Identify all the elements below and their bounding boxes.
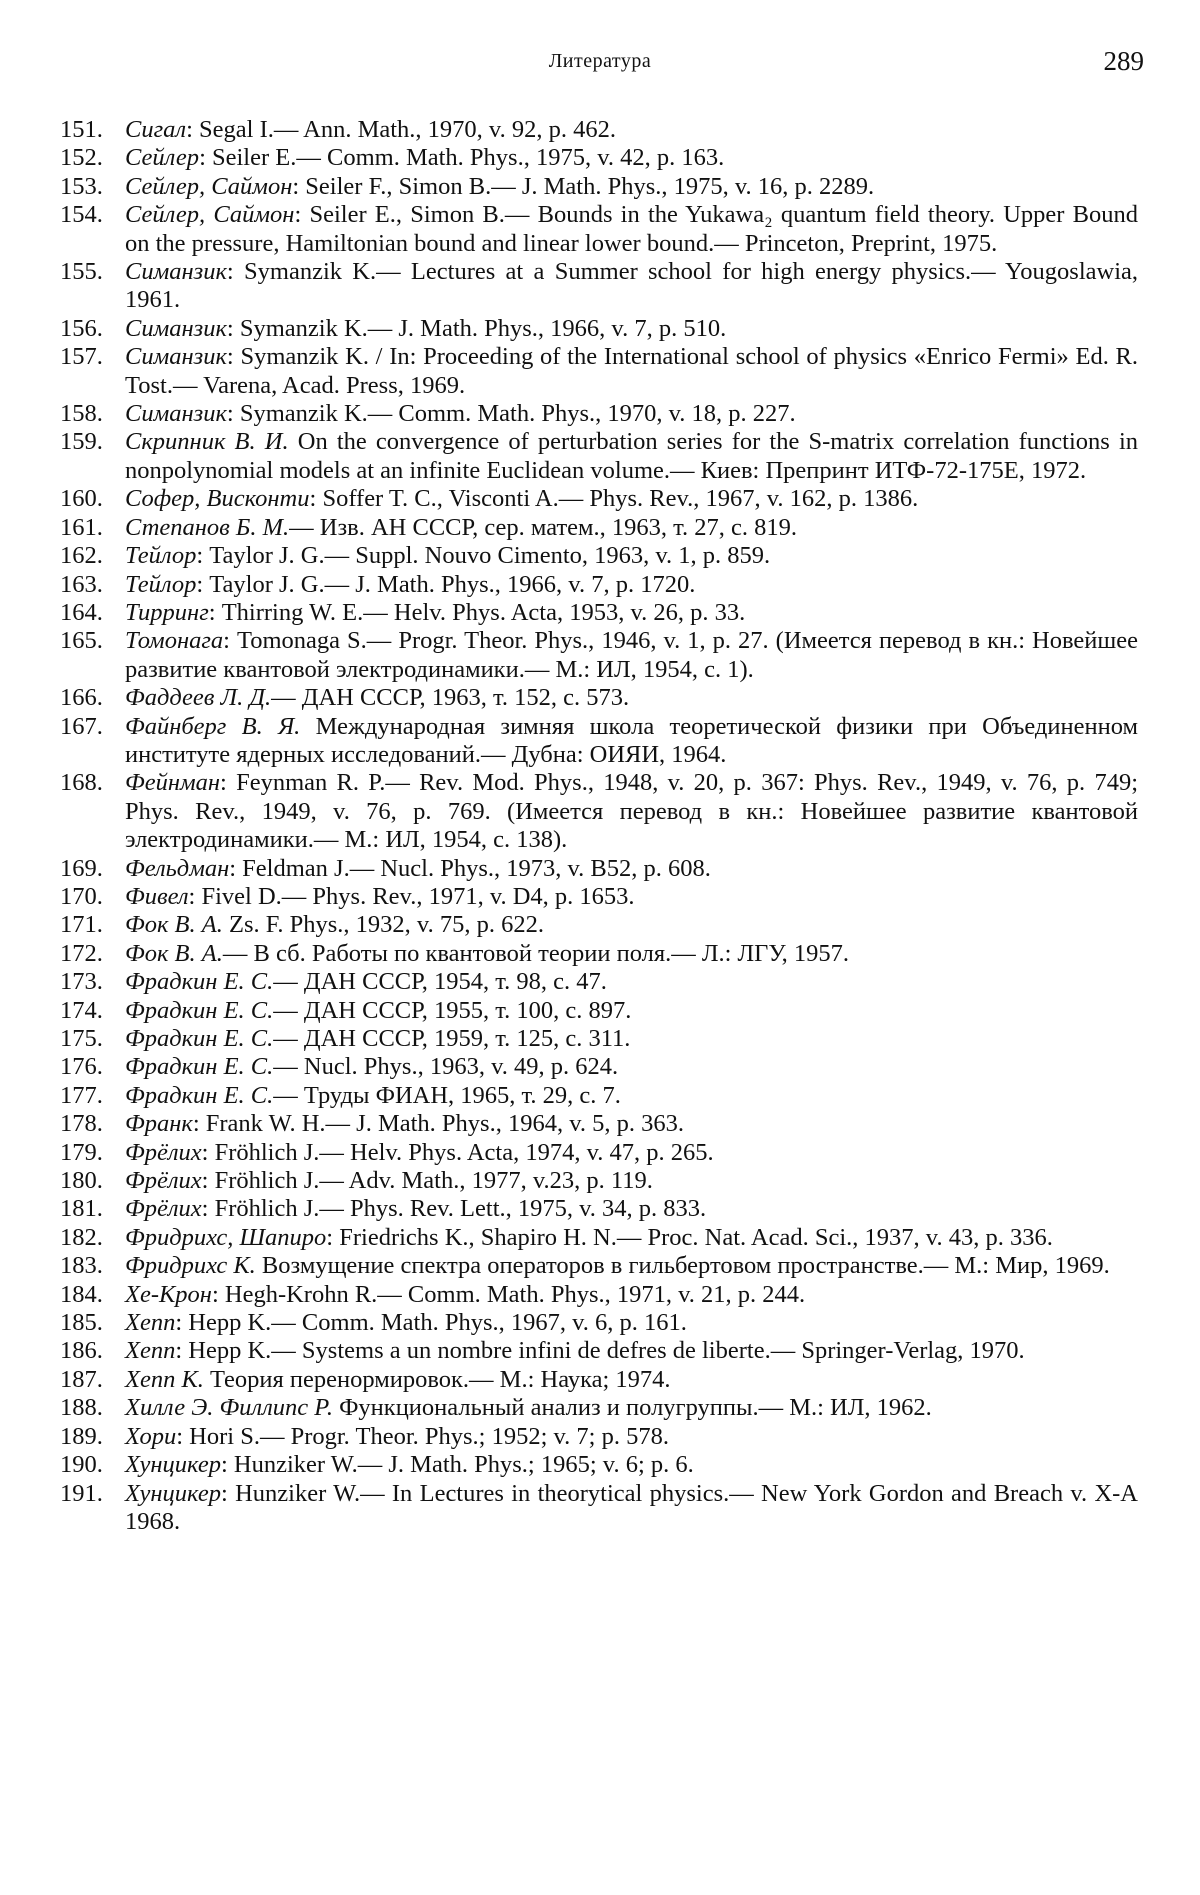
reference-number: 178. xyxy=(60,1110,103,1138)
reference-number: 161. xyxy=(60,513,103,541)
reference-number: 164. xyxy=(60,598,103,626)
reference-author: Сейлер, Саймон xyxy=(125,172,293,200)
reference-author: Фрёлих xyxy=(125,1138,202,1166)
reference-item xyxy=(60,968,1138,996)
reference-item xyxy=(60,485,1138,513)
reference-author: Фрадкин Е. С. xyxy=(125,968,274,996)
reference-author: Фок В. А. xyxy=(125,911,223,939)
reference-item xyxy=(60,627,1138,684)
reference-item xyxy=(60,1394,1138,1422)
reference-separator: : xyxy=(175,1337,189,1365)
reference-separator: : xyxy=(186,116,200,143)
reference-author: Фок В. А. xyxy=(125,939,223,967)
reference-separator: : xyxy=(226,343,241,371)
reference-item xyxy=(60,1053,1138,1081)
page-header xyxy=(0,46,1200,86)
reference-author: Фрёлих xyxy=(125,1195,202,1223)
reference-number: 165. xyxy=(60,627,103,655)
reference-number: 163. xyxy=(60,570,103,598)
reference-text: — ДАН СССР, 1955, т. 100, с. 897. xyxy=(273,996,632,1024)
reference-number: 185. xyxy=(60,1309,103,1337)
reference-text: Taylor J. G.— Suppl. Nouvo Cimento, 1963, v. 1, p. 859. xyxy=(209,542,771,570)
reference-text: Теория перенормировок.— М.: Наука; 1974. xyxy=(209,1365,671,1393)
reference-text: Возмущение спектра операторов в гильбертовом пространстве.— М.: Мир, 1969. xyxy=(261,1252,1110,1280)
reference-item xyxy=(60,258,1138,315)
reference-author: Хори xyxy=(125,1422,177,1450)
reference-item xyxy=(60,1167,1138,1195)
reference-number: 167. xyxy=(60,712,103,740)
reference-number: 191. xyxy=(60,1479,103,1507)
reference-text: Taylor J. G.— J. Math. Phys., 1966, v. 7, p. 1720. xyxy=(209,570,696,598)
reference-separator: : xyxy=(220,769,237,797)
reference-author: Хепп xyxy=(125,1337,176,1365)
reference-author: Симанзик xyxy=(125,314,227,342)
reference-number: 166. xyxy=(60,684,103,712)
running-title: Литература xyxy=(548,50,652,72)
reference-author: Симанзик xyxy=(125,400,227,428)
reference-author: Скрипник В. И. xyxy=(125,428,289,456)
reference-text: Tomonaga S.— Progr. Theor. Phys., 1946, v. 1, p. 27. (Имеется перевод в кн.: Новейшее развитие квантовой электродинамики.— М.: ИЛ, 1954, с. 1). xyxy=(125,627,1138,683)
reference-list xyxy=(60,116,1138,1536)
reference-number: 170. xyxy=(60,882,103,910)
reference-number: 168. xyxy=(60,769,103,797)
reference-separator: : xyxy=(294,201,310,229)
reference-number: 160. xyxy=(60,485,103,513)
reference-text: Международная зимняя школа теоретической физики при Объединенном институте ядерных исследований.— Дубна: ОИЯИ, 1964. xyxy=(125,712,1138,768)
reference-author: Хунцикер xyxy=(125,1479,221,1507)
reference-text: Hegh-Krohn R.— Comm. Math. Phys., 1971, v. 21, p. 244. xyxy=(224,1280,806,1308)
reference-separator xyxy=(300,713,315,740)
reference-author: Фридрихс К. xyxy=(125,1252,256,1280)
reference-text: — ДАН СССР, 1963, т. 152, с. 573. xyxy=(271,684,630,712)
reference-author: Фрёлих xyxy=(125,1167,202,1195)
reference-item xyxy=(60,116,1138,144)
reference-item xyxy=(60,1451,1138,1479)
reference-item xyxy=(60,1423,1138,1451)
reference-item xyxy=(60,1082,1138,1110)
reference-separator: : xyxy=(175,1309,189,1337)
reference-item xyxy=(60,1480,1138,1537)
reference-number: 174. xyxy=(60,996,103,1024)
reference-text: Fröhlich J.— Helv. Phys. Acta, 1974, v. 47, p. 265. xyxy=(214,1138,714,1166)
reference-separator: : xyxy=(201,1195,215,1223)
reference-author: Фрадкин Е. С. xyxy=(125,1053,274,1081)
reference-item xyxy=(60,1366,1138,1394)
reference-author: Хе-Крон xyxy=(125,1280,212,1308)
reference-separator: : xyxy=(192,1110,206,1138)
reference-separator: : xyxy=(326,1223,340,1251)
reference-text: Seiler F., Simon B.— J. Math. Phys., 1975, v. 16, p. 2289. xyxy=(305,172,875,200)
reference-author: Степанов Б. М. xyxy=(125,513,290,541)
reference-author: Тейлор xyxy=(125,570,197,598)
reference-text: — ДАН СССР, 1959, т. 125, с. 311. xyxy=(273,1025,631,1052)
reference-item xyxy=(60,1139,1138,1167)
reference-item xyxy=(60,144,1138,172)
reference-item xyxy=(60,713,1138,770)
reference-author: Хепп xyxy=(125,1309,176,1337)
reference-separator: : xyxy=(176,1422,190,1450)
reference-number: 186. xyxy=(60,1337,103,1365)
reference-number: 190. xyxy=(60,1451,103,1479)
reference-separator: : xyxy=(223,627,237,655)
reference-number: 158. xyxy=(60,400,103,428)
reference-author: Тирринг xyxy=(125,598,209,626)
reference-text: Segal I.— Ann. Math., 1970, v. 92, p. 462. xyxy=(199,116,616,143)
reference-item xyxy=(60,1281,1138,1309)
reference-text: Функциональный анализ и полугруппы.— М.: ИЛ, 1962. xyxy=(339,1394,932,1422)
reference-author: Тейлор xyxy=(125,542,197,570)
reference-number: 173. xyxy=(60,968,103,996)
reference-text: Symanzik K. / In: Proceeding of the International school of physics «Enrico Fermi» Ed. R. Tost.— Varena, Acad. Press, 1969. xyxy=(125,343,1139,399)
reference-text: Frank W. H.— J. Math. Phys., 1964, v. 5, p. 363. xyxy=(205,1110,684,1138)
reference-author: Фельдман xyxy=(125,854,230,882)
reference-separator: : xyxy=(188,882,202,910)
reference-item xyxy=(60,315,1138,343)
reference-text: Zs. F. Phys., 1932, v. 75, p. 622. xyxy=(228,911,544,939)
reference-number: 152. xyxy=(60,144,103,172)
reference-item xyxy=(60,173,1138,201)
reference-number: 157. xyxy=(60,343,103,371)
reference-item xyxy=(60,1309,1138,1337)
reference-author: Франк xyxy=(125,1110,193,1138)
page-number: 289 xyxy=(1103,46,1144,76)
reference-item xyxy=(60,428,1138,485)
reference-text: — Nucl. Phys., 1963, v. 49, p. 624. xyxy=(273,1053,619,1081)
reference-text: Hunziker W.— In Lectures in theorytical physics.— New York Gordon and Breach v. X-A 1968. xyxy=(125,1479,1138,1535)
reference-author: Сигал xyxy=(125,116,187,143)
reference-number: 180. xyxy=(60,1167,103,1195)
reference-item xyxy=(60,201,1138,258)
reference-text: Symanzik K.— Comm. Math. Phys., 1970, v. 18, p. 227. xyxy=(239,400,796,428)
reference-item xyxy=(60,911,1138,939)
reference-item xyxy=(60,940,1138,968)
reference-item xyxy=(60,1110,1138,1138)
reference-number: 184. xyxy=(60,1280,103,1308)
reference-number: 153. xyxy=(60,172,103,200)
reference-author: Фрадкин Е. С. xyxy=(125,996,274,1024)
reference-number: 156. xyxy=(60,314,103,342)
reference-number: 175. xyxy=(60,1025,103,1052)
reference-number: 171. xyxy=(60,911,103,939)
reference-item xyxy=(60,769,1138,854)
reference-item xyxy=(60,997,1138,1025)
reference-item xyxy=(60,855,1138,883)
reference-text: Fröhlich J.— Adv. Math., 1977, v.23, p. 119. xyxy=(214,1167,653,1195)
reference-text: — В сб. Работы по квантовой теории поля.— Л.: ЛГУ, 1957. xyxy=(222,939,850,967)
reference-text: Hepp K.— Systems a un nombre infini de defres de liberte.— Springer-Verlag, 1970. xyxy=(188,1337,1025,1365)
reference-number: 176. xyxy=(60,1053,103,1081)
reference-item xyxy=(60,571,1138,599)
reference-author: Симанзик xyxy=(125,343,227,371)
reference-author: Хилле Э. Филлипс Р. xyxy=(125,1394,333,1422)
reference-number: 189. xyxy=(60,1422,103,1450)
reference-item xyxy=(60,1252,1138,1280)
reference-separator: : xyxy=(211,1280,225,1308)
reference-text: Seiler E.— Comm. Math. Phys., 1975, v. 42, p. 163. xyxy=(212,144,725,172)
reference-author: Симанзик xyxy=(125,258,227,286)
reference-item xyxy=(60,542,1138,570)
reference-text: Friedrichs K., Shapiro H. N.— Proc. Nat. Acad. Sci., 1937, v. 43, p. 336. xyxy=(339,1223,1053,1251)
reference-item xyxy=(60,400,1138,428)
reference-author: Фивел xyxy=(125,882,189,910)
reference-text: Symanzik K.— J. Math. Phys., 1966, v. 7, p. 510. xyxy=(239,314,727,342)
reference-separator: : xyxy=(220,1451,234,1479)
reference-author: Софер, Висконти xyxy=(125,485,310,513)
reference-number: 188. xyxy=(60,1394,103,1422)
reference-text: Thirring W. E.— Helv. Phys. Acta, 1953, v. 26, p. 33. xyxy=(221,598,746,626)
reference-author: Фейнман xyxy=(125,769,221,797)
reference-text: — ДАН СССР, 1954, т. 98, с. 47. xyxy=(273,968,607,996)
reference-separator: : xyxy=(292,172,306,200)
reference-separator: : xyxy=(226,314,240,342)
reference-separator: : xyxy=(196,570,210,598)
reference-author: Томонага xyxy=(125,627,224,655)
reference-number: 154. xyxy=(60,201,103,229)
reference-number: 177. xyxy=(60,1081,103,1109)
reference-text: — Труды ФИАН, 1965, т. 29, с. 7. xyxy=(273,1081,621,1109)
reference-number: 183. xyxy=(60,1252,103,1280)
reference-item xyxy=(60,599,1138,627)
reference-separator xyxy=(289,428,298,455)
reference-number: 182. xyxy=(60,1223,103,1251)
reference-separator: : xyxy=(226,400,240,428)
reference-separator: : xyxy=(309,485,323,513)
reference-number: 159. xyxy=(60,428,103,456)
reference-author: Фридрихс, Шапиро xyxy=(125,1223,327,1251)
reference-author: Фрадкин Е. С. xyxy=(125,1025,274,1052)
reference-text: Feldman J.— Nucl. Phys., 1973, v. B52, p. 608. xyxy=(242,854,711,882)
reference-text: Fröhlich J.— Phys. Rev. Lett., 1975, v. 34, p. 833. xyxy=(214,1195,707,1223)
reference-author: Хепп К. xyxy=(125,1365,204,1393)
reference-text: Fivel D.— Phys. Rev., 1971, v. D4, p. 1653. xyxy=(201,882,635,910)
reference-author: Сейлер, Саймон xyxy=(125,201,295,229)
reference-text: Hepp K.— Comm. Math. Phys., 1967, v. 6, p. 161. xyxy=(188,1309,687,1337)
reference-item xyxy=(60,1337,1138,1365)
reference-author: Фаддеев Л. Д. xyxy=(125,684,272,712)
reference-item xyxy=(60,1195,1138,1223)
reference-number: 179. xyxy=(60,1138,103,1166)
reference-separator: : xyxy=(226,258,245,286)
reference-item xyxy=(60,343,1138,400)
reference-separator: : xyxy=(201,1167,215,1195)
reference-number: 187. xyxy=(60,1365,103,1393)
reference-text: Hori S.— Progr. Theor. Phys.; 1952; v. 7; p. 578. xyxy=(189,1422,669,1450)
reference-text: On the convergence of perturbation series for the S-matrix correlation functions in nonpolynomial models at an infinite Euclidean volume.— Киев: Препринт ИТФ-72-175Е, 1972. xyxy=(125,428,1138,484)
reference-author: Фрадкин Е. С. xyxy=(125,1081,274,1109)
reference-text: Feynman R. P.— Rev. Mod. Phys., 1948, v. 20, p. 367: Phys. Rev., 1949, v. 76, p. 749; Phys. Rev., 1949, v. 76, p. 769. (Имеется перевод в кн.: Новейшее развитие квантовой электродинамики.— М.: ИЛ, 1954, с. 138). xyxy=(125,769,1138,854)
reference-number: 162. xyxy=(60,542,103,570)
reference-text: Hunziker W.— J. Math. Phys.; 1965; v. 6; p. 6. xyxy=(233,1451,694,1479)
reference-number: 181. xyxy=(60,1195,103,1223)
reference-separator: : xyxy=(196,542,210,570)
reference-text: Seiler E., Simon B.— Bounds in the Yukawa₂ quantum field theory. Upper Bound on the pressure, Hamiltonian bound and linear lower bound.— Princeton, Preprint, 1975. xyxy=(125,201,1138,257)
reference-item xyxy=(60,684,1138,712)
reference-text: Symanzik K.— Lectures at a Summer school for high energy physics.— Yougoslawia, 1961. xyxy=(125,258,1138,314)
reference-author: Хунцикер xyxy=(125,1451,221,1479)
reference-separator: : xyxy=(229,854,243,882)
reference-separator: : xyxy=(208,598,222,626)
reference-author: Сейлер xyxy=(125,144,200,172)
reference-number: 151. xyxy=(60,116,103,143)
reference-item xyxy=(60,1025,1138,1053)
reference-item xyxy=(60,1224,1138,1252)
reference-separator: : xyxy=(220,1479,236,1507)
reference-text: — Изв. АН СССР, сер. матем., 1963, т. 27, с. 819. xyxy=(289,513,798,541)
reference-number: 155. xyxy=(60,258,103,286)
reference-text: Soffer T. C., Visconti A.— Phys. Rev., 1967, v. 162, p. 1386. xyxy=(322,485,919,513)
reference-item xyxy=(60,514,1138,542)
reference-number: 172. xyxy=(60,939,103,967)
reference-separator: : xyxy=(199,144,212,172)
reference-item xyxy=(60,883,1138,911)
reference-author: Файнберг В. Я. xyxy=(125,712,301,740)
reference-number: 169. xyxy=(60,854,103,882)
reference-separator: : xyxy=(201,1138,215,1166)
